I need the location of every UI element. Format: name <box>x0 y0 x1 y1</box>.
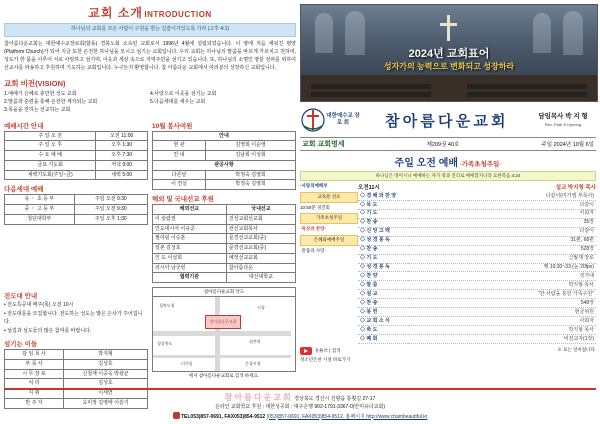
worship-verse: 하나님은 영이시니 예배하는 자가 영과 진리로 예배할지니라 요한복음 4:24 <box>300 171 596 181</box>
table-row <box>5 131 148 141</box>
note-item: • 전도대를을 모집합니다. 전도하는 성도는 많은 은사가 주어집니다. <box>4 311 143 325</box>
photo-slogan-year: 2024년 교회표어 <box>408 48 490 60</box>
footer-address-line <box>4 392 596 404</box>
cell-overseas: 러시아 남궁현 <box>153 263 227 273</box>
table-row <box>5 359 148 369</box>
intro-verse: 하나님의 교회를 모든 사람이 구원을 받는 길잡이가있도록 가라 (고후 4:1) <box>4 23 296 37</box>
bulletin-meta <box>300 137 596 151</box>
cell-role: 안 내 <box>153 151 206 161</box>
cross-icon <box>447 15 450 41</box>
table-row <box>153 234 296 244</box>
order-of-worship <box>300 183 596 344</box>
support-head-domestic: 국내선교 <box>226 205 295 215</box>
order-person: 다같이 <box>408 200 596 209</box>
cell-person: 박정숙 김영희 <box>206 170 296 180</box>
order-chip: 교독문 선포 <box>300 192 358 203</box>
cell-domestic: 진성교회선교회 <box>226 214 295 224</box>
order-row <box>358 263 596 272</box>
worship-times-table <box>4 131 148 181</box>
order-sidebar <box>300 183 358 344</box>
cell-role: 지 휘 <box>5 389 64 399</box>
sns-note: 성소년은찬 시설 바로가기 <box>300 356 351 362</box>
order-item: ◇ 성 경 봉 독 <box>358 263 408 272</box>
cell-overseas: 일본 김성호 <box>153 244 227 254</box>
order-item: ◇ 축 도 <box>358 326 408 335</box>
table-row <box>153 263 296 273</box>
denomination-name: 대한예수교 장 로 회 <box>326 113 360 126</box>
photo-window <box>315 13 333 53</box>
church-header <box>300 105 596 135</box>
note-item: • 섬김과 섬도들의 많은 참여를 바랍니다. <box>4 328 92 334</box>
meta-church-label: 교회 교회명세 <box>302 141 345 148</box>
cell-day: 금요 기도회 <box>5 160 96 170</box>
order-row <box>358 335 596 344</box>
order-preacher: 설교 박지형 목사 <box>555 185 596 191</box>
footer-contact-line <box>4 412 596 422</box>
cell-day: 주 일 오 후 <box>5 141 96 151</box>
table-row <box>153 160 296 170</box>
order-item: ◇ 신 앙 고 백 <box>358 227 408 236</box>
order-person: 박지형 목사 <box>408 326 596 335</box>
order-sidebar-title: ·사랑의예배부 <box>300 183 328 188</box>
table-row <box>153 180 296 190</box>
order-row <box>358 192 596 200</box>
map-title: 참아름다운교회 약도 <box>152 287 296 296</box>
cell-person: 김영희 이순영 <box>206 141 296 151</box>
footer-homepage-link[interactable]: (053)857-0691, FAX053)854-9512. 홈페이지 http://www.chambeautiful.kr <box>266 413 428 420</box>
logo-svg <box>300 106 326 134</box>
order-row <box>358 308 596 317</box>
order-person: 사회자 <box>408 317 596 326</box>
cell-name: 이세연 <box>64 389 148 399</box>
order-item: ◇ 폐 회 <box>358 335 408 344</box>
cell-overseas: 인 도 이성희 <box>153 253 227 263</box>
photo-pew <box>311 92 431 97</box>
cell-time: 주일 오전 9:30 <box>74 195 147 205</box>
vision-item: 3.목을을 전하는 선교하는 교회 <box>4 106 71 113</box>
order-item: ◇ 기 도 <box>358 254 408 263</box>
cell-domestic: 문경선교교회(중) <box>226 244 295 254</box>
vision-item: 2.말씀과 훈련을 통해 온전한 제자되는 교회 <box>4 98 98 105</box>
cell-overseas: 인도네시아 이유준 <box>153 224 227 234</box>
vision-item: 5.다음세대를 세우는 교회 <box>150 98 206 105</box>
order-row <box>358 200 596 209</box>
cell-name: 김성호 <box>64 359 148 369</box>
intro-title <box>4 4 296 21</box>
right-column <box>300 4 596 363</box>
table-row <box>5 350 148 360</box>
table-row <box>153 214 296 224</box>
cell-role: 부 목 사 <box>5 359 64 369</box>
cell-dept: 중 ・ 고 등 부 <box>5 205 75 215</box>
sns-row[interactable] <box>300 347 340 355</box>
order-row <box>358 290 596 299</box>
cell-person: 김남희 이성희 <box>206 151 296 161</box>
map-label: 경북도청 <box>159 303 175 308</box>
order-chip: 은혜와예배주일 <box>300 235 358 246</box>
next-gen-table <box>4 194 148 224</box>
cell-time: 저녁 9:00 <box>96 160 148 170</box>
order-item: ◇ 말 씀 <box>358 281 408 290</box>
order-table <box>358 192 596 344</box>
vision-heading: 교회 비전(VISION) <box>4 78 66 88</box>
vision-item: 1.예배가 은혜로 충만한 성도 교회 <box>4 90 77 97</box>
footer-address: 경상북도 경산시 진량읍 통횟길 27-17 <box>294 396 376 402</box>
table-row <box>5 205 148 215</box>
sns-label: 유튜브 | 검색 <box>315 347 341 353</box>
table-row <box>5 195 148 205</box>
cell-name: 박지형 <box>64 350 148 360</box>
map-label: 경상북도 <box>157 341 173 346</box>
cell-name: 옥미정 김영태 이슬기 <box>64 398 148 408</box>
intro-title-en: INTRODUCTION <box>144 10 212 19</box>
page-footer <box>4 388 596 421</box>
table-row <box>153 170 296 180</box>
order-item: ◇ 성 경 봉 독 <box>358 236 408 245</box>
cell-role: 시 무 장 로 <box>5 369 64 379</box>
cell-time: 새벽 5:00 <box>96 170 148 180</box>
intro-title-ko: 교회 소개 <box>88 6 143 20</box>
order-row <box>358 245 596 254</box>
cell-domestic: 문경선교교회(중) <box>226 234 295 244</box>
order-person: "한 사람을 통한 가족구원" <box>408 290 596 299</box>
cell-role: 이 연실 <box>153 180 206 190</box>
order-row <box>358 254 596 263</box>
map-label: 터미널 <box>181 361 193 366</box>
table-row <box>5 214 148 224</box>
order-item: ◇ 찬 양 <box>358 272 408 281</box>
church-name: 참 아 름 다 운 교 회 <box>385 112 505 130</box>
denomination-logo-icon <box>300 106 326 134</box>
photo-window <box>533 13 551 53</box>
order-row <box>358 299 596 308</box>
worship-heading <box>300 154 596 169</box>
table-row <box>153 244 296 254</box>
table-row <box>153 205 296 215</box>
map-road-vertical <box>215 297 220 371</box>
left-column <box>4 4 296 406</box>
cell-domestic: 전선교회목사 <box>226 224 295 234</box>
support-table <box>152 204 296 283</box>
note-item: • 전도특공대 매주(목) 오전 10시 <box>4 302 74 308</box>
vision-item: 4.사랑으로 이웃을 섬기는 교회 <box>150 90 217 97</box>
cell-day: 새벽기도회(주일~금) <box>5 170 96 180</box>
cell-overseas: 이 슬람권 <box>153 214 227 224</box>
order-row <box>358 236 596 245</box>
order-row <box>358 326 596 335</box>
order-person: 다같이 <box>408 227 596 236</box>
order-row <box>358 272 596 281</box>
cell-role: 치 리 <box>5 379 64 389</box>
volunteer-caption: 10월 봉사여원 <box>152 122 193 130</box>
order-person: 528장 <box>408 245 596 254</box>
order-person: 행 10:30~33:(눈 20fps) <box>408 263 596 272</box>
cell-person: 박정숙 김영희 <box>206 180 296 190</box>
cell-role: 담 임 목 사 <box>5 350 64 360</box>
map-label: 시청 <box>257 305 265 310</box>
order-person: 성가대 <box>408 272 596 281</box>
cell-role: 현 관 <box>153 141 206 151</box>
intro-paragraph: 참아름다운교회는 대한예수교장로회(합동) 경북노회 소속된 교회로서 1996년 4월에 설립되었습니다. 이 땅에 처음 세워진 평양(Platform Church)가 되어 지금 또한 온전한 하나님을 모시고 섬기는 교회입니다. 우리 교회는 하나님의 말씀을 바르게 가르치고 전하며, 성도가 한 몸을 이루어 서로 사랑하고 섬기며, 이웃과 세상 속으로 지역주민을 섬기고 있습니다. 또, 하나님의 소명인 땅끝 전파를 위하여 선교사를 파송하고 후원하며 기도하는 교회입니다. 누구든지 환영합니다. 참 아름다운 교회에서 여러분의 성장하신 교회입니다. <box>4 40 296 72</box>
order-item: ◇ 경 배 와 찬 양 <box>358 192 408 200</box>
order-person: 사회자 <box>408 209 596 218</box>
support-head-overseas: 해외선교 <box>153 205 227 215</box>
order-time: 오전11시 <box>358 185 380 191</box>
meta-date: 주일 2024년 10월 6일 <box>541 142 594 148</box>
order-item: ◇ 설 교 <box>358 290 408 299</box>
order-item: ◇ 기 도 <box>358 209 408 218</box>
table-row <box>5 151 148 161</box>
cell-subhead: 관공사항 <box>153 160 296 170</box>
cell-dept: 청년대학부 <box>5 214 75 224</box>
photo-pew <box>311 84 431 89</box>
footer-watermark: 참아름다운교회 <box>224 393 293 402</box>
order-item: ◇ 찬 송 <box>358 299 408 308</box>
cell-role: 반 주 자 <box>5 398 64 408</box>
table-row <box>153 151 296 161</box>
vision-lists <box>4 90 296 114</box>
order-footnote: ※ 표는 일어섭니다. <box>557 347 596 353</box>
cell-day: 주 일 오 전 <box>5 131 96 141</box>
map-road-secondary <box>153 355 291 358</box>
map-label: 점촌역 <box>249 339 261 344</box>
photo-window <box>563 11 583 55</box>
order-item: ◇ 찬 송 <box>358 245 408 254</box>
order-person: 548장 <box>408 299 596 308</box>
table-row <box>153 253 296 263</box>
order-person: 다같이(미가엘 부목사) <box>408 192 596 200</box>
order-item: ◇ 찬 송 <box>358 218 408 227</box>
order-person: 박지형 목사 <box>408 281 596 290</box>
footer-bank-line: 온라인 교회학교 후원 : 대한성공회 : 대구은행 902-1791-3367-0(안미유다교회) <box>214 404 386 410</box>
order-person: 비전교자(1장) <box>408 335 596 344</box>
cell-time: 주일 오전 9:30 <box>74 205 147 215</box>
pastor-name-en: Rev. Park Ji Hyeong <box>544 121 582 127</box>
church-map <box>152 296 296 372</box>
cell-day: 수 요 예 배 <box>5 151 96 161</box>
edu-value: 대신대학교 <box>226 273 295 283</box>
table-row <box>153 131 296 141</box>
table-row <box>5 160 148 170</box>
order-item: ◇ 묵 도 <box>358 200 408 209</box>
footer-tel: TEL053)857-0691, FAX053)854-9512 <box>180 413 266 420</box>
pastor-block <box>530 113 596 127</box>
order-row <box>358 317 596 326</box>
evangelism-caption: 전도대 안내 <box>4 293 38 300</box>
cell-domestic: 참아름다운 <box>226 263 295 273</box>
table-row <box>5 369 148 379</box>
order-item: ◇ 봉 헌 <box>358 308 408 317</box>
cell-role: 다른날 <box>153 170 206 180</box>
photo-slogan-theme: 성자가의 능력으로 변화되고 성장하라 <box>383 62 515 71</box>
vision-left <box>4 90 150 114</box>
cell-time: 주일 오후 1:30 <box>74 214 147 224</box>
vision-right <box>150 90 296 114</box>
table-row <box>5 141 148 151</box>
meta-issue: 제209권 40호 <box>426 142 460 148</box>
cell-time: 오후 1:30 <box>96 141 148 151</box>
order-row <box>358 227 596 236</box>
order-small-note: ·말씀과 사랑· <box>300 247 326 253</box>
map-caption: 에서 참아름다운교회로 검색 하세요. <box>188 373 260 378</box>
order-person: 현금위원 <box>408 308 596 317</box>
map-label: 문경시청 <box>245 361 261 366</box>
edu-caption: 협력기관 <box>153 273 227 283</box>
order-small-note: 10:50분 경건회 <box>300 204 330 210</box>
order-list <box>358 183 596 344</box>
table-row <box>153 141 296 151</box>
pastor-name: 담임목사 박 지 형 <box>538 112 588 120</box>
order-small-note: ·묵상과 찬양· <box>300 226 326 231</box>
staff-caption: 섬기는 이들 <box>4 341 38 348</box>
youtube-icon[interactable] <box>300 347 312 355</box>
cell-name: 신철재 이중욱 박광균 <box>64 369 148 379</box>
order-chip: 가족초청주일 <box>300 213 358 224</box>
table-row <box>153 273 296 283</box>
table-row <box>153 224 296 234</box>
order-item: ◇ 교 회 소 식 <box>358 317 408 326</box>
cross-icon <box>440 23 457 26</box>
map-church-marker: 참아름다운교회 <box>205 315 241 329</box>
cell-dept: 유 ・ 초 등 부 <box>5 195 75 205</box>
cell-name: 김성호 <box>64 379 148 389</box>
cell-time: 오후 7:30 <box>96 151 148 161</box>
worship-times-caption: 예배시간 안내 <box>4 122 44 130</box>
phone-icon <box>173 412 180 419</box>
order-person: 31편, 68편 <box>408 236 596 245</box>
evangelism-notes <box>4 301 148 335</box>
order-row <box>358 218 596 227</box>
volunteer-head: 안내 <box>153 131 296 141</box>
order-row <box>358 281 596 290</box>
next-gen-caption: 다음세대 예배 <box>4 186 44 194</box>
table-row <box>5 170 148 180</box>
photo-pew <box>467 84 587 89</box>
order-row <box>358 209 596 218</box>
worship-heading-main: 주일 오전 예배 <box>394 158 459 169</box>
photo-pew <box>467 92 587 97</box>
cell-domestic: 예정선교교회 <box>226 253 295 263</box>
order-person: 신월재 장로 <box>408 254 596 263</box>
photo-window <box>345 11 365 55</box>
cell-time: 오전 11:00 <box>96 131 148 141</box>
map-road-horizontal <box>153 331 291 336</box>
volunteer-table <box>152 131 296 191</box>
order-person: 35장 <box>408 218 596 227</box>
worship-heading-sub: ·가족초청주일· <box>459 161 502 168</box>
sanctuary-photo <box>300 4 598 102</box>
support-caption: 해외 및 국내선교 후원 <box>152 196 214 203</box>
cell-overseas: 필리핀 이승훈 <box>153 234 227 244</box>
